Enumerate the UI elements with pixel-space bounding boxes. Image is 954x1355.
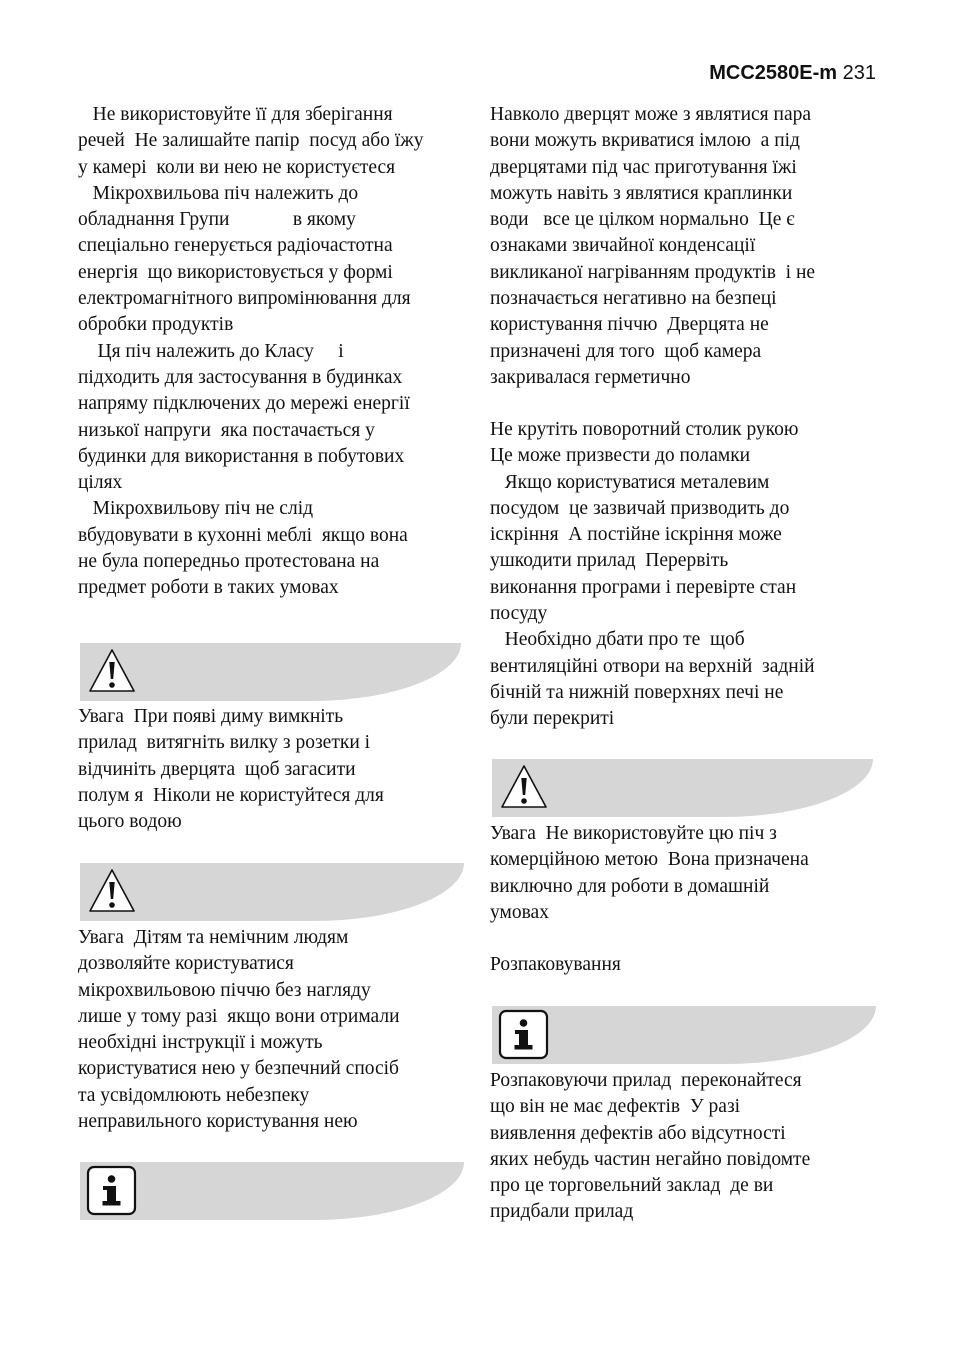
text-line: користування піччю Дверцята не <box>490 314 769 336</box>
warning-banner <box>80 863 464 921</box>
text-line: дверцятами під час приготування їжі <box>490 156 797 178</box>
text-line: Увага При появі диму вимкніть <box>78 706 344 727</box>
text-line: що він не має дефектів У разі <box>490 1096 741 1118</box>
text-line: неправильного користування нею <box>78 1111 358 1133</box>
info-banner <box>492 1006 876 1064</box>
text-line: Увага Не використовуйте цю піч з <box>490 823 777 844</box>
text-line: користуватися нею у безпечний спосіб <box>78 1058 399 1080</box>
page-number: 231 <box>842 62 876 84</box>
text-line: Мікрохвильова піч належить до <box>78 182 359 204</box>
text-line: комерційною метою Вона призначена <box>490 849 809 871</box>
text-line: енергія що використовується у формі <box>78 261 393 283</box>
text-line: посуду <box>490 603 548 625</box>
text-line: призначені для того щоб камера <box>490 340 762 362</box>
text-line: не була попередньо протестована на <box>78 551 380 573</box>
text-line: у камері коли ви нею не користуєтеся <box>78 156 396 178</box>
text-line: Якщо користуватися металевим <box>490 471 770 493</box>
section-heading: Розпаковування <box>490 954 621 975</box>
text-line: Мікрохвильову піч не слід <box>78 498 314 520</box>
text-line: обладнання Групи в якому <box>78 209 356 231</box>
text-line: необхідні інструкції і можуть <box>78 1032 323 1054</box>
text-line: позначається негативно на безпеці <box>490 288 777 310</box>
warning-banner <box>492 759 873 817</box>
text-line: викликаної нагріванням продуктів і не <box>490 261 816 283</box>
text-line: можуть навіть з являтися краплинки <box>490 182 793 204</box>
text-line: виконання програми і перевірте стан <box>490 576 797 598</box>
page-header <box>709 62 876 85</box>
text-line: посудом це зазвичай призводить до <box>490 497 790 519</box>
text-line: Навколо дверцят може з являтися пара <box>490 104 811 125</box>
text-line: Розпаковуючи прилад переконайтеся <box>490 1070 802 1091</box>
text-line: дозволяйте користуватися <box>78 953 294 975</box>
text-line: підходить для застосування в будинках <box>78 366 403 388</box>
text-line: Увага Дітям та немічним людям <box>78 927 349 948</box>
text-line: Необхідно дбати про те щоб <box>490 629 745 651</box>
info-banner <box>80 1162 464 1220</box>
text-line: будинки для використання в побутових <box>78 445 405 467</box>
model-code: MCC2580E-m <box>709 62 838 84</box>
text-line: умовах <box>490 901 549 923</box>
text-line: ознаками звичайної конденсації <box>490 235 756 257</box>
text-line: електромагнітного випромінювання для <box>78 288 411 310</box>
text-line: яких небудь частин негайно повідомте <box>490 1148 811 1170</box>
warning-triangle-icon <box>86 866 138 916</box>
text-line: Ця піч належить до Класу і <box>78 340 344 362</box>
section-heading-unpacking <box>490 952 621 978</box>
text-line: низької напруги яка постачається у <box>78 419 375 441</box>
text-line: обробки продуктів <box>78 314 234 336</box>
text-line: закривалася герметично <box>490 366 691 388</box>
warning-triangle-icon <box>86 646 138 696</box>
left-paragraphs <box>78 102 423 602</box>
text-line: іскріння А постійне іскріння може <box>490 524 782 546</box>
warning-text-commercial <box>490 821 809 926</box>
text-line: вбудовувати в кухонні меблі якщо вона <box>78 524 408 546</box>
warning-triangle-icon <box>498 762 550 812</box>
text-line: Не крутіть поворотний столик рукою <box>490 419 799 440</box>
text-line: води все це цілком нормально Це є <box>490 209 795 231</box>
info-i-icon <box>86 1165 138 1217</box>
text-line: напряму підключених до мережі енергії <box>78 393 410 415</box>
text-line: придбали прилад <box>490 1201 634 1223</box>
text-line: прилад витягніть вилку з розетки і <box>78 732 371 754</box>
text-line: полум я Ніколи не користуйтеся для <box>78 784 384 806</box>
right-paragraph-condensation <box>490 102 815 391</box>
text-line: речей Не залишайте папір посуд або їжу <box>78 130 424 152</box>
text-line: цього водою <box>78 811 182 833</box>
text-line: про це торговельний заклад де ви <box>490 1175 774 1197</box>
warning-banner <box>80 643 461 701</box>
text-line: та усвідомлюють небезпеку <box>78 1084 310 1106</box>
info-i-icon <box>498 1009 550 1061</box>
text-line: відчиніть дверцята щоб загасити <box>78 758 356 780</box>
text-line: Це може призвести до поламки <box>490 445 751 467</box>
text-line: вентиляційні отвори на верхній задній <box>490 655 815 677</box>
text-line: бічній та нижній поверхнях печі не <box>490 681 784 703</box>
text-line: лише у тому разі якщо вони отримали <box>78 1005 400 1027</box>
warning-text-smoke <box>78 704 384 835</box>
text-line: цілях <box>78 472 123 494</box>
text-line: виявлення дефектів або відсутності <box>490 1122 786 1144</box>
text-line: ушкодити прилад Перервіть <box>490 550 729 572</box>
text-line: вони можуть вкриватися імлою а під <box>490 130 800 152</box>
info-text-unpacking <box>490 1068 810 1226</box>
text-line: були перекриті <box>490 708 615 730</box>
text-line: виключно для роботи в домашній <box>490 875 770 897</box>
text-line: спеціально генерується радіочастотна <box>78 235 393 257</box>
text-line: предмет роботи в таких умовах <box>78 577 339 599</box>
warning-text-children <box>78 925 400 1135</box>
text-line: Не використовуйте її для зберігання <box>78 104 393 125</box>
right-paragraph-turntable <box>490 417 815 733</box>
text-line: мікрохвильовою піччю без нагляду <box>78 979 371 1001</box>
